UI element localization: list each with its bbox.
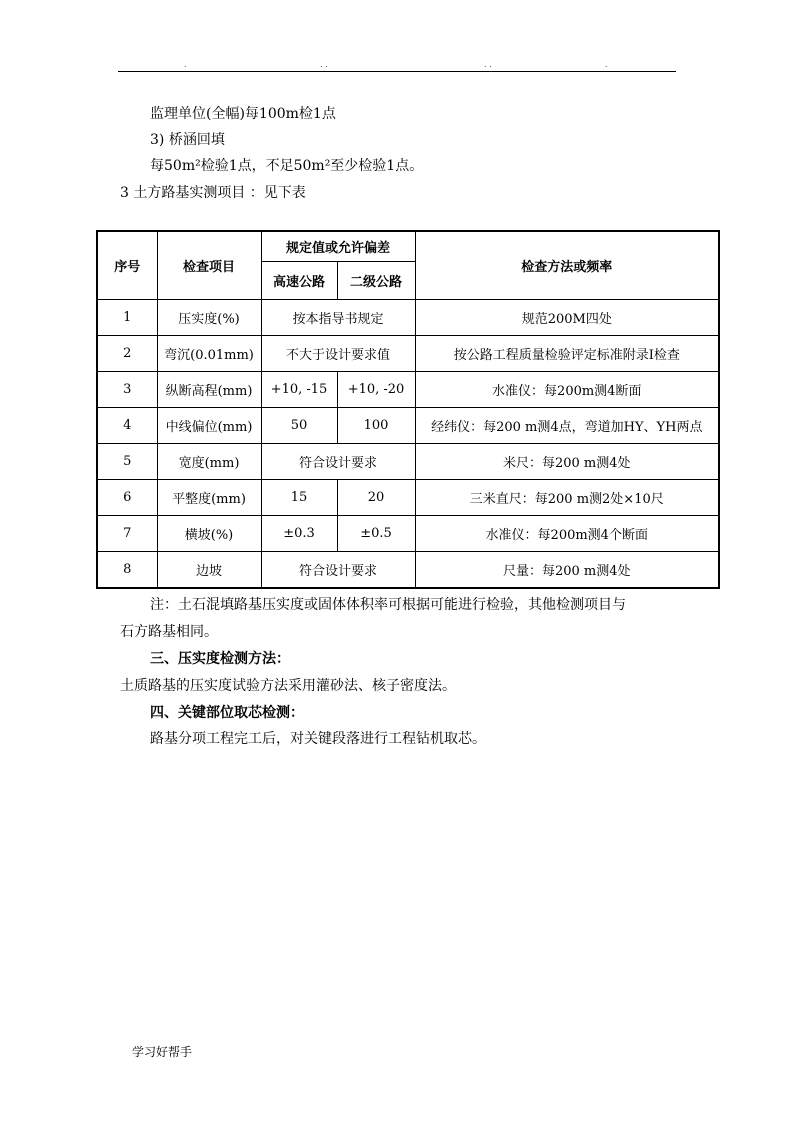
cell-highway: ±0.3 (261, 516, 337, 552)
header-dot: . . (320, 60, 328, 69)
cell-seq: 3 (97, 372, 157, 408)
cell-method: 尺量：每200 m测4处 (415, 552, 719, 589)
header-item: 检查项目 (157, 231, 261, 300)
cell-method: 水准仪：每200m测4个断面 (415, 516, 719, 552)
cell-item: 宽度(mm) (157, 444, 261, 480)
cell-highway: +10, -15 (261, 372, 337, 408)
cell-method: 规范200M四处 (415, 300, 719, 336)
header-dots (118, 60, 676, 70)
table-row (97, 444, 719, 480)
cell-seq: 7 (97, 516, 157, 552)
table-row (97, 552, 719, 589)
cell-highway: 50 (261, 408, 337, 444)
footer-text: 学习好帮手 (132, 1045, 193, 1059)
table-row (97, 516, 719, 552)
table-row (97, 336, 719, 372)
cell-seq: 2 (97, 336, 157, 372)
note-line-1: 注：土石混填路基压实度或固体体积率可根据可能进行检验，其他检测项目与 (150, 597, 626, 613)
cell-second: 100 (337, 408, 415, 444)
section-3-title: 三、压实度检测方法： (150, 651, 290, 667)
cell-tolerance: 符合设计要求 (261, 444, 415, 480)
header-rule (118, 71, 676, 72)
section-4-body: 路基分项工程完工后，对关键段落进行工程钻机取芯。 (150, 731, 486, 747)
cell-seq: 1 (97, 300, 157, 336)
cell-method: 三米直尺：每200 m测2处×10尺 (415, 480, 719, 516)
cell-item: 压实度(%) (157, 300, 261, 336)
section-4-title: 四、关键部位取芯检测： (150, 705, 304, 721)
cell-tolerance: 符合设计要求 (261, 552, 415, 589)
cell-second: 20 (337, 480, 415, 516)
cell-item: 中线偏位(mm) (157, 408, 261, 444)
intro-line-1: 监理单位(全幅)每100m检1点 (150, 106, 336, 122)
intro-line-3: 每50m²检验1点，不足50m²至少检验1点。 (150, 158, 424, 174)
header-second: 二级公路 (337, 262, 415, 300)
cell-item: 纵断高程(mm) (157, 372, 261, 408)
cell-second: ±0.5 (337, 516, 415, 552)
cell-item: 弯沉(0.01mm) (157, 336, 261, 372)
cell-item: 边坡 (157, 552, 261, 589)
inspection-table (96, 230, 720, 589)
cell-second: +10, -20 (337, 372, 415, 408)
table-row (97, 408, 719, 444)
cell-highway: 15 (261, 480, 337, 516)
table-row (97, 372, 719, 408)
table-row (97, 480, 719, 516)
header-dot: . . (484, 60, 492, 69)
cell-seq: 8 (97, 552, 157, 589)
cell-seq: 5 (97, 444, 157, 480)
header-dot: . (184, 60, 187, 69)
cell-item: 横坡(%) (157, 516, 261, 552)
cell-tolerance: 按本指导书规定 (261, 300, 415, 336)
header-dot: . (605, 60, 608, 69)
header-seq: 序号 (97, 231, 157, 300)
cell-method: 按公路工程质量检验评定标准附录I检查 (415, 336, 719, 372)
cell-item: 平整度(mm) (157, 480, 261, 516)
table-row (97, 300, 719, 336)
section-3-body: 土质路基的压实度试验方法采用灌砂法、核子密度法。 (120, 678, 456, 694)
header-method: 检查方法或频率 (415, 231, 719, 300)
cell-method: 米尺：每200 m测4处 (415, 444, 719, 480)
intro-line-4: 3 土方路基实测项目 ：见下表 (120, 185, 306, 201)
note-line-2: 石方路基相同。 (120, 624, 218, 640)
cell-method: 水准仪：每200m测4断面 (415, 372, 719, 408)
intro-line-2: 3) 桥涵回填 (150, 132, 225, 148)
header-highway: 高速公路 (261, 262, 337, 300)
header-tolerance: 规定值或允许偏差 (261, 231, 415, 262)
cell-seq: 4 (97, 408, 157, 444)
cell-method: 经纬仪：每200 m测4点，弯道加HY、YH两点 (415, 408, 719, 444)
cell-tolerance: 不大于设计要求值 (261, 336, 415, 372)
cell-seq: 6 (97, 480, 157, 516)
